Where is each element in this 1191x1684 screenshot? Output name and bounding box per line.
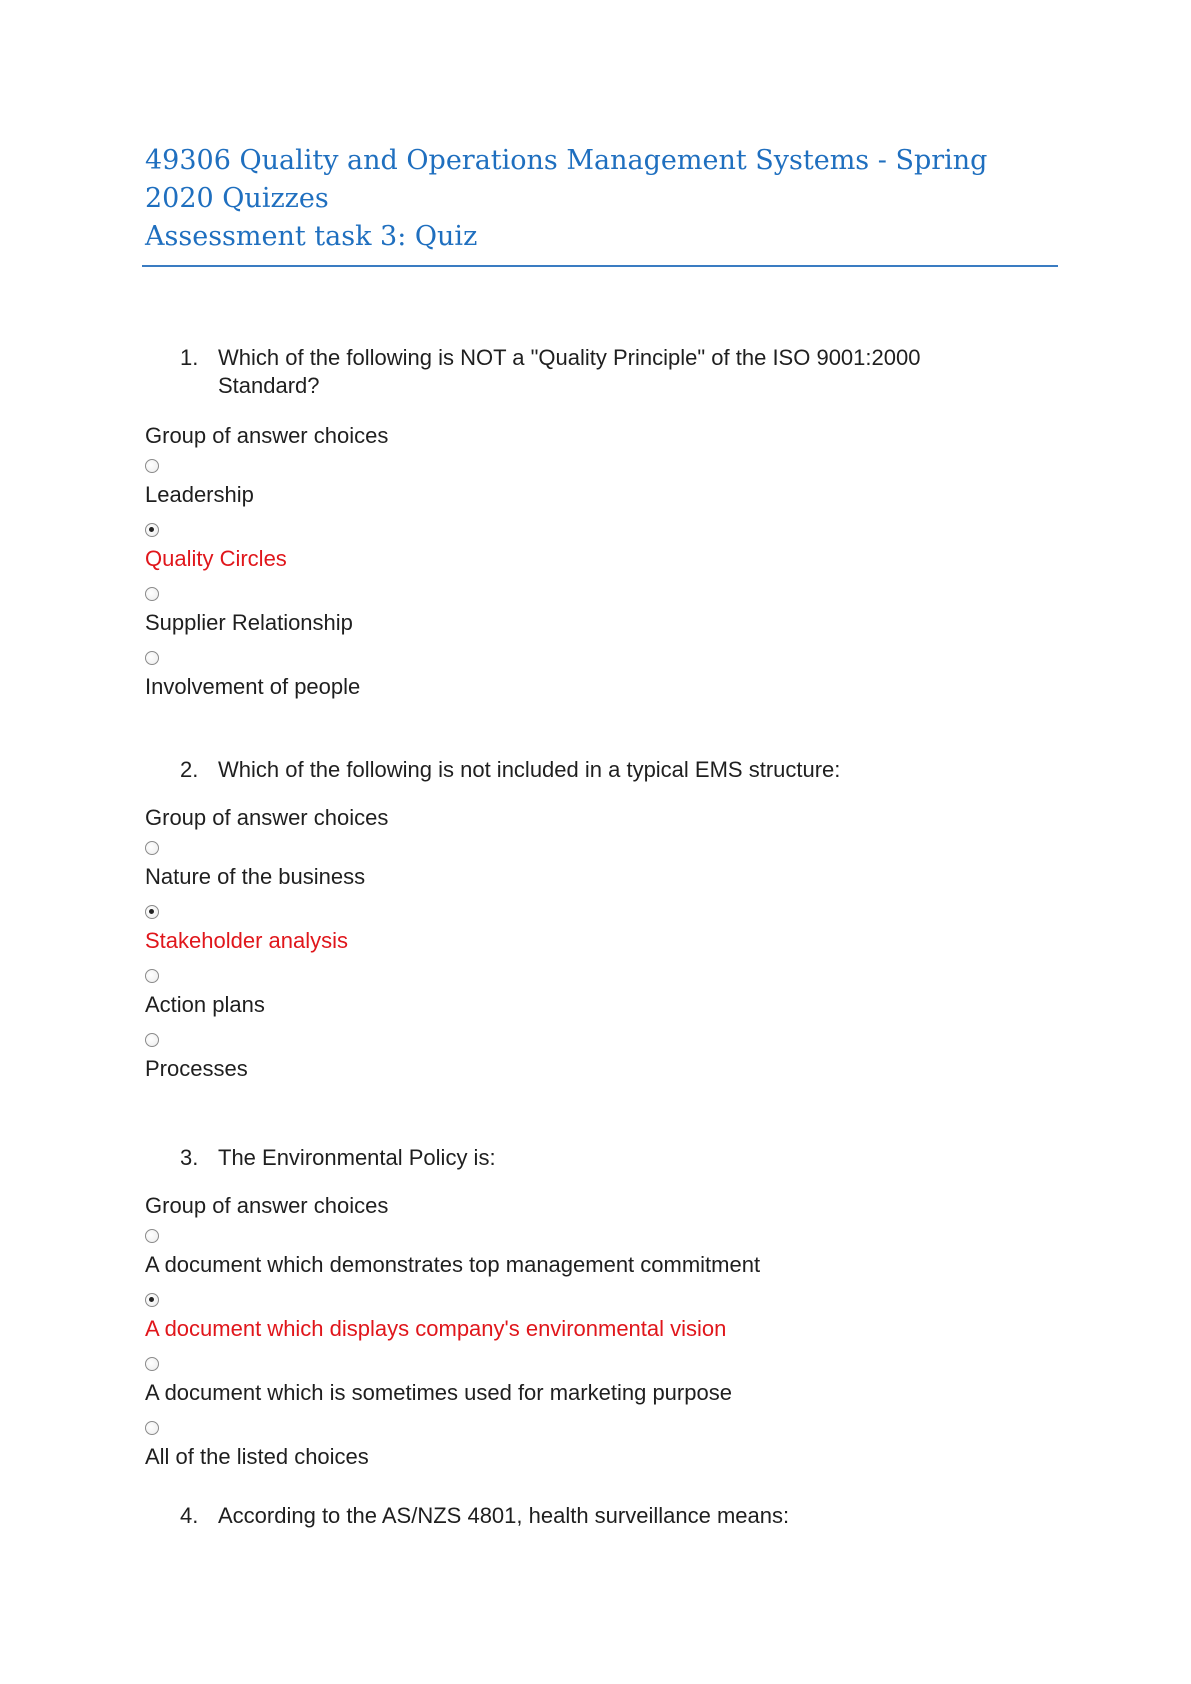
choice-1-4[interactable] <box>145 651 1045 665</box>
question-text-line1: Which of the following is NOT a "Quality Principle" of the ISO 9001:2000 <box>218 345 921 370</box>
choice-3-3[interactable] <box>145 1357 1045 1371</box>
header-divider <box>142 265 1058 267</box>
choice-label: Involvement of people <box>145 674 361 699</box>
radio-button[interactable] <box>145 1357 159 1371</box>
choice-label: Supplier Relationship <box>145 610 353 635</box>
question-4 <box>145 1502 1045 1530</box>
radio-button[interactable] <box>145 459 159 473</box>
choice-label: A document which is sometimes used for marketing purpose <box>145 1380 732 1405</box>
radio-button[interactable] <box>145 1421 159 1435</box>
question-text-line1: According to the AS/NZS 4801, health surveillance means: <box>218 1503 790 1528</box>
choice-1-3[interactable] <box>145 587 1045 601</box>
question-1 <box>145 344 1045 400</box>
course-title-line1: 49306 Quality and Operations Management Systems - Spring <box>145 145 988 176</box>
choice-1-1[interactable] <box>145 459 1045 473</box>
choice-3-4[interactable] <box>145 1421 1045 1435</box>
question-text <box>180 1502 1045 1530</box>
radio-button[interactable] <box>145 1033 159 1047</box>
radio-button-selected[interactable] <box>145 1293 159 1307</box>
answer-group-3 <box>145 1192 1045 1220</box>
group-label: Group of answer choices <box>145 1193 389 1218</box>
radio-button-selected[interactable] <box>145 523 159 537</box>
answer-group-1 <box>145 422 1045 450</box>
question-number: 3. <box>180 1145 199 1170</box>
choice-label: Nature of the business <box>145 864 366 889</box>
choice-label: Leadership <box>145 482 254 507</box>
radio-button[interactable] <box>145 841 159 855</box>
question-2 <box>145 756 1045 784</box>
choice-label: Processes <box>145 1056 248 1081</box>
group-label: Group of answer choices <box>145 805 389 830</box>
choice-1-2[interactable] <box>145 523 1045 537</box>
choice-label: All of the listed choices <box>145 1444 369 1469</box>
question-number: 2. <box>180 757 199 782</box>
question-text-line1: Which of the following is not included in a typical EMS structure: <box>218 757 841 782</box>
question-number: 4. <box>180 1503 199 1528</box>
answer-group-2 <box>145 804 1045 832</box>
radio-button[interactable] <box>145 969 159 983</box>
choice-label-selected: A document which displays company's environmental vision <box>145 1316 727 1341</box>
radio-button[interactable] <box>145 587 159 601</box>
choice-2-1[interactable] <box>145 841 1045 855</box>
assessment-title: Assessment task 3: Quiz <box>145 221 478 252</box>
question-text <box>180 1144 1045 1172</box>
question-text <box>180 344 1045 400</box>
choice-label: Action plans <box>145 992 265 1017</box>
choice-2-2[interactable] <box>145 905 1045 919</box>
question-number: 1. <box>180 345 199 370</box>
group-label: Group of answer choices <box>145 423 389 448</box>
choice-label-selected: Quality Circles <box>145 546 287 571</box>
document-header <box>145 142 1045 256</box>
choice-label: A document which demonstrates top management commitment <box>145 1252 761 1277</box>
choice-3-1[interactable] <box>145 1229 1045 1243</box>
radio-button[interactable] <box>145 1229 159 1243</box>
choice-label-selected: Stakeholder analysis <box>145 928 349 953</box>
course-title-line2: 2020 Quizzes <box>145 183 329 214</box>
question-text <box>180 756 1045 784</box>
question-text-line2: Standard? <box>218 373 320 398</box>
choice-2-4[interactable] <box>145 1033 1045 1047</box>
choice-2-3[interactable] <box>145 969 1045 983</box>
choice-3-2[interactable] <box>145 1293 1045 1307</box>
question-text-line1: The Environmental Policy is: <box>218 1145 496 1170</box>
radio-button-selected[interactable] <box>145 905 159 919</box>
radio-button[interactable] <box>145 651 159 665</box>
question-3 <box>145 1144 1045 1172</box>
